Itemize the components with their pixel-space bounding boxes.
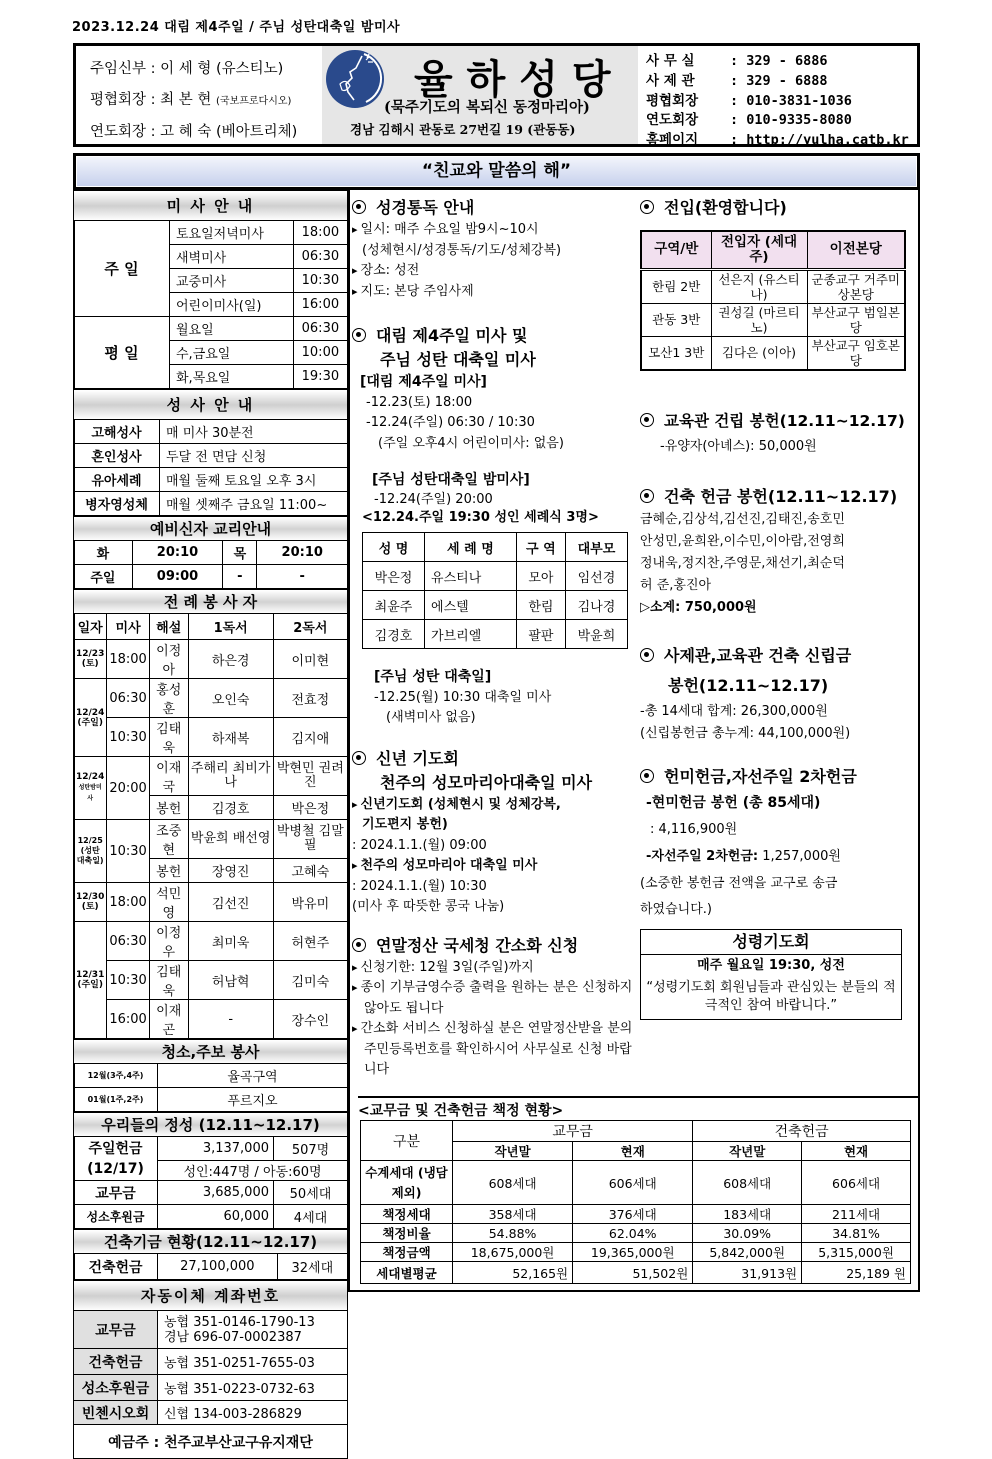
christmas-line: (새벽미사 없음)	[386, 710, 476, 725]
spirit-time: 매주 월요일 19:30, 성전	[697, 958, 845, 973]
officer-council: 평협회장 : 최 본 현 (국보프로다시오)	[90, 92, 292, 108]
reader-1: 최미욱	[188, 922, 273, 961]
row-label: 책정세대	[361, 1205, 453, 1224]
day: (주일)	[77, 717, 103, 728]
sacraments-table	[73, 389, 348, 516]
cell: 18,675,000원	[453, 1243, 573, 1262]
building-fund-table	[73, 1229, 348, 1280]
reader-1: 하재복	[188, 718, 273, 757]
sacrament-info: 매 미사 30분전	[160, 420, 348, 444]
sacrament-name: 혼인성사	[74, 444, 160, 468]
reader-1: 허남혁	[188, 961, 273, 1000]
account-name: 성소후원금	[74, 1375, 158, 1401]
col-header: 세 례 명	[425, 533, 517, 562]
cell: 김경호	[363, 620, 425, 649]
tax-line: ▸ 종이 기부금영수증 출력을 원하는 분은 신청하지 않아도 됩니다	[352, 978, 636, 1019]
church-logo-icon	[326, 50, 384, 108]
bible-line: (성체현시/성경통독/기도/성체강복)	[362, 242, 562, 258]
class-time: 20:10	[132, 541, 222, 565]
cell: 608세대	[453, 1161, 573, 1205]
commentator: 이정우	[149, 922, 188, 961]
cell: 211세대	[802, 1205, 911, 1224]
reader-1: 오인숙	[188, 679, 273, 718]
bullet-icon	[352, 938, 366, 952]
cell: 358세대	[453, 1205, 573, 1224]
sacrament-name: 고해성사	[74, 420, 160, 444]
mass-name: 토요일저녁미사	[170, 221, 294, 245]
mass-time: 18:00	[293, 221, 347, 245]
section-title-accounts: 자동이체 계좌번호	[74, 1281, 348, 1311]
count: 4세대	[274, 1205, 348, 1229]
church-title-block	[322, 46, 638, 144]
reader-2: 이미현	[273, 640, 347, 679]
reader-2: 김지애	[273, 718, 347, 757]
officer-funeral: 연도회장 : 고 혜 숙 (베아트리체)	[90, 124, 298, 140]
cleaning-table	[73, 1039, 348, 1112]
offertory-2: 박은정	[273, 796, 347, 820]
group-header: 건축헌금	[693, 1121, 911, 1142]
rice-line: : 4,116,900원	[650, 822, 738, 837]
liturgy-servers-table	[73, 589, 348, 1039]
tax-line: ▸ 간소화 서비스 신청하실 분은 연말정산받을 분의 주민등록번호를 확인하시어 사무실로 신청 바랍니다	[352, 1019, 636, 1081]
cell: 608세대	[693, 1161, 802, 1205]
cell: 유스티나	[425, 562, 517, 591]
offertory-1: 김경호	[188, 796, 273, 820]
cell: 54.88%	[453, 1224, 573, 1243]
reader-2: 김미숙	[273, 961, 347, 1000]
time: 10:30	[107, 820, 149, 883]
commentator: 홍성훈	[149, 679, 188, 718]
date: 12/25	[77, 836, 103, 845]
offertory: 봉헌	[149, 859, 188, 883]
construction-title: 건축 헌금 봉헌(12.11~12.17)	[640, 485, 918, 509]
day: (주일)	[77, 980, 103, 990]
advent-line: -12.24(주일) 20:00	[374, 491, 493, 507]
reader-1: -	[188, 1000, 273, 1039]
offertory-1: 장영진	[188, 859, 273, 883]
christmas-subheading: [주님 성탄 대축일]	[374, 669, 492, 685]
cell: 관동 3반	[641, 303, 711, 336]
amount: 3,137,000	[158, 1137, 274, 1161]
tax-line: ▸ 신청기한: 12월 3일(주일)까지	[352, 958, 636, 979]
header	[73, 43, 920, 147]
church-name: 율하성당	[414, 57, 625, 103]
newyear-item: 기도편지 봉헌)	[362, 817, 448, 832]
mass-time: 06:30	[293, 317, 347, 341]
advent-line: (주일 오후4시 어린이미사: 없음)	[378, 435, 564, 451]
edu-title: 교육관 건립 봉헌(12.11~12.17)	[640, 409, 918, 433]
sacrament-name: 유아세례	[74, 468, 160, 492]
rice-title: 헌미헌금,자선주일 2차헌금	[640, 765, 918, 789]
bullet-icon	[640, 648, 654, 662]
commentator: 이재곤	[149, 1000, 188, 1039]
time: 10:30	[107, 961, 149, 1000]
commentator: 이정아	[149, 640, 188, 679]
cell: 군종교구 거주미상본당	[807, 269, 905, 303]
donor-names: 안성민,윤희완,이수민,이아람,전영희	[640, 534, 845, 549]
offering-table	[73, 1112, 348, 1229]
edu-line: -유양자(아녜스): 50,000원	[660, 438, 817, 454]
cell: 한림	[516, 591, 565, 620]
label: 건축헌금	[74, 1254, 158, 1280]
sunday-label: 주 일	[74, 221, 170, 317]
account-number: 농협 351-0223-0732-63	[158, 1375, 348, 1401]
date: 12/24	[76, 707, 105, 718]
newyear-item: ▸ 신년기도회 (성체현시 및 성체강복,	[352, 795, 636, 816]
cell: 606세대	[573, 1161, 693, 1205]
tax-title: 연말정산 국세청 간소화 신청	[352, 934, 636, 958]
contact-rectory: 사 제 관 : 329 - 6888	[646, 72, 828, 89]
year-theme-banner: “친교와 말씀의 해”	[73, 153, 920, 190]
rectory-line: (신립봉헌금 총누계: 44,100,000원)	[640, 726, 851, 741]
spirit-title: 성령기도회	[641, 930, 901, 955]
row-label: 책정비율	[361, 1224, 453, 1243]
newyear-item: ▸ 천주의 성모마리아 대축일 미사	[352, 856, 636, 877]
mass-time: 19:30	[293, 365, 347, 389]
bullet-icon	[640, 413, 654, 427]
bullet-icon	[640, 489, 654, 503]
group-header: 교무금	[453, 1121, 693, 1142]
col-header: 구 역	[516, 533, 565, 562]
rectory-title: 사제관,교육관 건축 신립금	[640, 641, 918, 671]
advent-subheading: [대림 제4주일 미사]	[360, 374, 487, 390]
section-title-building: 건축기금 현황(12.11~12.17)	[74, 1230, 348, 1254]
contacts	[638, 46, 917, 149]
advent-subheading: [주님 성탄대축일 밤미사]	[372, 472, 530, 488]
new-members-table	[640, 230, 906, 371]
day: (토)	[81, 659, 99, 669]
reader-1: 주해리 최비가나	[188, 757, 273, 796]
cell: 박윤희	[565, 620, 627, 649]
reader-1: 김선진	[188, 883, 273, 922]
mass-schedule-table	[73, 190, 348, 389]
cell: 5,842,000원	[693, 1243, 802, 1262]
account-number: 농협 351-0251-7655-03	[158, 1349, 348, 1375]
construction-subtotal: ▷소계: 750,000원	[640, 600, 757, 615]
sacrament-name: 병자영성체	[74, 492, 160, 516]
mass-name: 새벽미사	[170, 245, 294, 269]
newyear-time: : 2024.1.1.(월) 10:30	[352, 878, 487, 894]
class-day: 주일	[74, 565, 133, 589]
bullet-icon	[352, 200, 366, 214]
reader-2: 박병철 김말필	[273, 820, 347, 859]
bulletin-date-line: 2023.12.24 대림 제4주일 / 주님 성탄대축일 밤미사	[72, 20, 401, 35]
col-header: 성 명	[363, 533, 425, 562]
donor-names: 정내욱,정지찬,주영문,채선기,최순덕	[640, 556, 845, 571]
col-header: 2독서	[273, 614, 347, 640]
cell: 김다은 (이아)	[711, 336, 807, 370]
newyear-title-2: 천주의 성모마리아대축일 미사	[380, 772, 593, 792]
commentator: 이재국	[149, 757, 188, 796]
rice-label: -자선주일 2차헌금:	[646, 849, 759, 864]
time: 20:00	[107, 757, 149, 820]
rice-line: 하였습니다.)	[640, 902, 712, 917]
cell: 62.04%	[573, 1224, 693, 1243]
cell: 30.09%	[693, 1224, 802, 1243]
cell: 51,502원	[573, 1262, 693, 1284]
officers	[76, 46, 322, 144]
cell: 5,315,000원	[802, 1243, 911, 1262]
cell: 권성길 (마르티노)	[711, 303, 807, 336]
cell: 25,189 원	[802, 1262, 911, 1284]
sacrament-info: 매월 둘째 토요일 오후 3시	[160, 468, 348, 492]
welcome-title: 전입(환영합니다)	[640, 196, 918, 220]
rectory-title-2: 봉헌(12.11~12.17)	[668, 676, 829, 695]
rice-amount: 1,257,000원	[758, 849, 841, 864]
label: 교무금	[74, 1181, 158, 1205]
baptism-table	[362, 532, 628, 649]
advent-title-2: 주님 성탄 대축일 미사	[380, 350, 536, 369]
time: 10:30	[107, 718, 149, 757]
accounts-table	[73, 1280, 348, 1459]
reader-2: 전효정	[273, 679, 347, 718]
day: (성탄 대축일)	[76, 846, 104, 865]
period: 01월(1주,2주)	[74, 1088, 158, 1112]
newyear-time: : 2024.1.1.(월) 09:00	[352, 837, 487, 853]
cell: 임선경	[565, 562, 627, 591]
spirit-prayer-box	[640, 929, 902, 1020]
commentator: 김태욱	[149, 718, 188, 757]
rice-line: -현미헌금 봉헌 (총 85세대)	[646, 795, 821, 811]
reader-1: 박윤희 배선영	[188, 820, 273, 859]
section-title-servers: 전 례 봉 사 자	[74, 590, 348, 614]
cell: 선은지 (유스티나)	[711, 269, 807, 303]
cell: 김나경	[565, 591, 627, 620]
newyear-note: (미사 후 따뜻한 콩국 나눔)	[352, 899, 505, 914]
cell: 부산교구 임호본당	[807, 336, 905, 370]
account-name: 교무금	[74, 1311, 158, 1349]
section-title-offering: 우리들의 정성 (12.11~12.17)	[74, 1113, 348, 1137]
bible-line: ▸ 지도: 본당 주임사제	[352, 282, 636, 303]
mass-name: 월요일	[170, 317, 294, 341]
class-day: 목	[223, 541, 257, 565]
amount: 27,100,000	[158, 1254, 278, 1280]
offertory: 봉헌	[149, 796, 188, 820]
group: 율곡구역	[158, 1064, 348, 1088]
amount: 60,000	[158, 1205, 274, 1229]
col-header: 1독서	[188, 614, 273, 640]
mass-name: 화,목요일	[170, 365, 294, 389]
cell: 34.81%	[802, 1224, 911, 1243]
baptism-heading: <12.24.주일 19:30 성인 세례식 3명>	[362, 509, 599, 525]
reader-2: 허현주	[273, 922, 347, 961]
class-time: -	[257, 565, 348, 589]
middle-column	[352, 192, 636, 1081]
commentator: 조중현	[149, 820, 188, 859]
cell: 최윤주	[363, 591, 425, 620]
newyear-title: 신년 기도회	[352, 747, 636, 771]
sacrament-info: 매월 셋째주 금요일 11:00~	[160, 492, 348, 516]
left-column	[73, 190, 350, 1451]
account-name: 건축헌금	[74, 1349, 158, 1375]
section-title-cleaning: 청소,주보 봉사	[74, 1040, 348, 1064]
period: 12월(3주,4주)	[74, 1064, 158, 1088]
cell: 팔판	[516, 620, 565, 649]
church-address: 경남 김해시 관동로 27번길 19 (관동동)	[350, 122, 576, 137]
count: 32세대	[277, 1254, 347, 1280]
day: 성탄밤미사	[78, 784, 102, 802]
class-day: 화	[74, 541, 133, 565]
date: 12/24	[76, 772, 105, 782]
rectory-line: -총 14세대 합계: 26,300,000원	[640, 704, 828, 719]
bullet-icon	[352, 328, 366, 342]
attendance-detail: 성인:447명 / 아동:60명	[158, 1161, 348, 1181]
church-patron: (묵주기도의 복되신 동정마리아)	[384, 99, 590, 116]
advent-title: 대림 제4주일 미사 및	[352, 324, 636, 348]
christmas-line: -12.25(월) 10:30 대축일 미사	[374, 689, 552, 705]
time: 16:00	[107, 1000, 149, 1039]
mass-name: 교중미사	[170, 269, 294, 293]
commentator: 석민영	[149, 883, 188, 922]
weekday-label: 평 일	[74, 317, 170, 389]
account-number: 경남 696-07-0002387	[164, 1329, 302, 1345]
cell: 박은정	[363, 562, 425, 591]
reader-1: 하은경	[188, 640, 273, 679]
mass-time: 16:00	[293, 293, 347, 317]
row-label: 세대별평균	[361, 1262, 453, 1284]
cell: 모아	[516, 562, 565, 591]
time: 06:30	[107, 679, 149, 718]
section-title-mass: 미 사 안 내	[74, 191, 348, 221]
class-time: 09:00	[132, 565, 222, 589]
date: (12/17)	[87, 1160, 144, 1177]
cell: 376세대	[573, 1205, 693, 1224]
cell: 19,365,000원	[573, 1243, 693, 1262]
officer-priest: 주임신부 : 이 세 형 (유스티노)	[90, 61, 284, 77]
col-header: 미사	[107, 614, 149, 640]
cell: 에스텔	[425, 591, 517, 620]
col-header: 해설	[149, 614, 188, 640]
donor-names: 금혜순,김상석,김선진,김태진,송호민	[640, 512, 845, 527]
mass-time: 06:30	[293, 245, 347, 269]
reader-2: 박현민 권려진	[273, 757, 347, 796]
spirit-message: “성령기도회 회원님들과 관심있는 분들의 적극적인 참여 바랍니다.”	[646, 980, 896, 1013]
date: 12/31	[76, 970, 105, 980]
cell: 183세대	[693, 1205, 802, 1224]
rice-line: (소중한 봉헌금 전액을 교구로 송금	[640, 876, 838, 891]
contact-funeral: 연도회장 : 010-9335-8080	[646, 112, 852, 129]
cell: 모산1 3반	[641, 336, 711, 370]
col-header: 구역/반	[641, 231, 711, 269]
day: (토)	[81, 902, 99, 912]
right-column	[640, 192, 918, 1020]
col-header: 이전본당	[807, 231, 905, 269]
account-number: 신협 134-003-286829	[158, 1401, 348, 1425]
class-day: -	[223, 565, 257, 589]
account-name: 빈첸시오회	[74, 1401, 158, 1425]
label: 주일헌금	[88, 1140, 143, 1157]
date: 12/30	[76, 892, 105, 902]
label: 성소후원금	[74, 1205, 158, 1229]
cell: 부산교구 범일본당	[807, 303, 905, 336]
sacrament-info: 두달 전 면담 신청	[160, 444, 348, 468]
catechumen-table	[73, 516, 348, 589]
section-title-sacraments: 성 사 안 내	[74, 390, 348, 420]
assessment-table-title: <교무금 및 건축헌금 책정 현황>	[358, 1096, 918, 1120]
assessment-table: 구분 교무금 건축헌금 작년말 현재 작년말 현재 수계세대 (냉담제외) 608세대 606세대 608세대 606세대 책정세대 358세대 376세대 183세대 211세대 책정비율 54.88% 62.04% 30.09% 34.81% 책정금액 18,675,000원 19,365,000원 5,842,000원 5,315,000원 세대별평균 52,165원 51,502원 31,913원 25,189 원	[360, 1120, 911, 1284]
row-label: 책정금액	[361, 1243, 453, 1262]
donor-names: 허 준,홍진아	[640, 578, 712, 593]
cell: 606세대	[802, 1161, 911, 1205]
col-header: 전입자 (세대주)	[711, 231, 807, 269]
time: 18:00	[107, 883, 149, 922]
col-header: 구분	[361, 1121, 453, 1161]
group: 푸르지오	[158, 1088, 348, 1112]
section-title-catechumen: 예비신자 교리안내	[74, 517, 348, 541]
bible-reading-title: 성경통독 안내	[352, 196, 636, 220]
time: 18:00	[107, 640, 149, 679]
contact-office: 사 무 실 : 329 - 6886	[646, 53, 828, 69]
count: 507명	[274, 1137, 348, 1161]
mass-name: 어린이미사(일)	[170, 293, 294, 317]
reader-2: 박유미	[273, 883, 347, 922]
bible-line: ▸ 장소: 성전	[352, 261, 636, 282]
account-number: 농협 351-0146-1790-13	[164, 1314, 315, 1330]
col-header: 일자	[74, 614, 107, 640]
mass-name: 수,금요일	[170, 341, 294, 365]
advent-line: -12.23(토) 18:00	[366, 394, 473, 410]
col-header: 대부모	[565, 533, 627, 562]
account-holder: 예금주 : 천주교부산교구유지재단	[74, 1425, 348, 1459]
cell: 가브리엘	[425, 620, 517, 649]
time: 06:30	[107, 922, 149, 961]
mass-time: 10:30	[293, 269, 347, 293]
mass-time: 10:00	[293, 341, 347, 365]
bullet-icon	[640, 769, 654, 783]
cell: 한림 2반	[641, 269, 711, 303]
bullet-icon	[640, 200, 654, 214]
amount: 3,685,000	[158, 1181, 274, 1205]
contact-council: 평협회장 : 010-3831-1036	[646, 92, 852, 109]
commentator: 김태욱	[149, 961, 188, 1000]
cell: 52,165원	[453, 1262, 573, 1284]
row-label: 수계세대 (냉담제외)	[361, 1161, 453, 1205]
bible-line: ▸ 일시: 매주 수요일 밤9시~10시	[352, 220, 636, 241]
count: 50세대	[274, 1181, 348, 1205]
reader-2: 장수인	[273, 1000, 347, 1039]
contact-homepage[interactable]: 홈페이지 : http://yulha.catb.kr	[646, 132, 909, 149]
advent-line: -12.24(주일) 06:30 / 10:30	[366, 415, 535, 430]
bullet-icon	[352, 751, 366, 765]
class-time: 20:10	[257, 541, 348, 565]
cell: 31,913원	[693, 1262, 802, 1284]
offertory-2: 고혜숙	[273, 859, 347, 883]
date: 12/23	[76, 649, 105, 659]
